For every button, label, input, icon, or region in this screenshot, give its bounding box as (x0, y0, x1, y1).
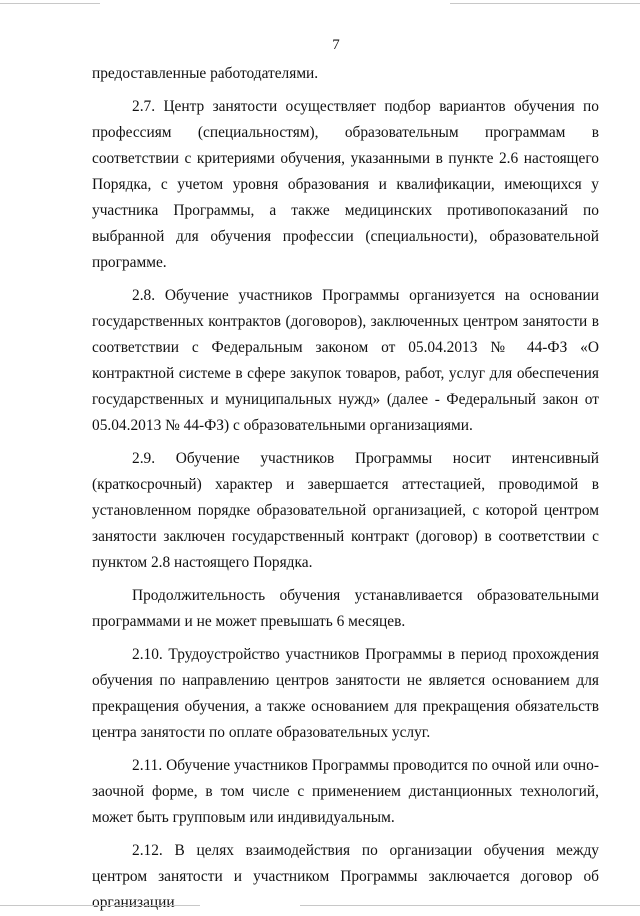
scan-edge-line-top-right (450, 3, 640, 4)
paragraph-2-12: 2.12. В целях взаимодействия по организации обучения между центром занятости и участником Программы заключается договор об организации (92, 842, 599, 911)
paragraph-2-7: 2.7. Центр занятости осуществляет подбор вариантов обучения по профессиям (специальностям), образовательным программам в соответствии с критериями обучения, указанными в пункте 2.6 настоящего Порядка, с учетом уровня образования и квалификации, имеющихся у участника Программы, а также медицинских противопоказаний по выбранной для обучения профессии (специальности), образовательной программе. (92, 98, 599, 271)
paragraph-2-8: 2.8. Обучение участников Программы организуется на основании государственных контрактов (договоров), заключенных центром занятости в соответствии с Федеральным законом от 05.04.2013 № 44-ФЗ «О контрактной системе в сфере закупок товаров, работ, услуг для обеспечения государственных и муниципальных нужд» (далее - Федеральный закон от 05.04.2013 № 44-ФЗ) с образовательными организациями. (92, 287, 599, 434)
scan-edge-line-bottom-right (300, 905, 640, 906)
scan-edge-line-top (0, 3, 100, 4)
paragraph-2-11: 2.11. Обучение участников Программы проводится по очной или очно-заочной форме, в том числе с применением дистанционных технологий, может быть групповым или индивидуальным. (92, 757, 599, 826)
paragraph-continuation: предоставленные работодателями. (92, 65, 319, 82)
paragraph-duration: Продолжительность обучения устанавливается образовательными программами и не может превышать 6 месяцев. (92, 587, 599, 630)
paragraph-2-10: 2.10. Трудоустройство участников Программы в период прохождения обучения по направлению центров занятости не является основанием для прекращения обучения, а также основанием для прекращения обязательств центра занятости по оплате образовательных услуг. (92, 646, 599, 741)
document-body (92, 61, 599, 916)
paragraph-2-9: 2.9. Обучение участников Программы носит интенсивный (краткосрочный) характер и завершается аттестацией, проводимой в установленном порядке образовательной организацией, с которой центром занятости заключен государственный контракт (договор) в соответствии с пунктом 2.8 настоящего Порядка. (92, 450, 599, 571)
page-number: 7 (332, 37, 340, 53)
scan-edge-line-bottom (0, 905, 200, 906)
